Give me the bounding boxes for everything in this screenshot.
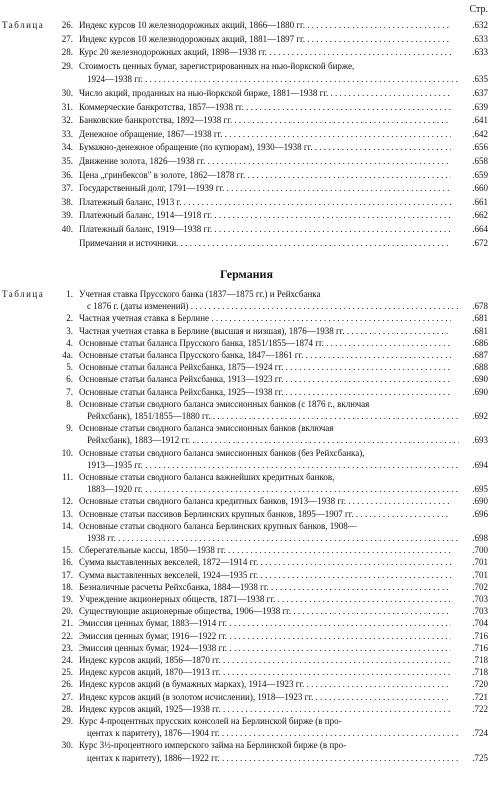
toc-entry [0, 582, 493, 594]
entry-title: Платежный баланс, 1919—1938 гг. . . . [79, 224, 451, 235]
entry-page: .716 [472, 630, 488, 641]
entry-title: Курс 20 железнодорожных акций, 1898—1938 гг. . . . [79, 47, 451, 58]
entry-page: .664 [472, 224, 488, 234]
entry-number: 40. [61, 224, 73, 234]
entry-page: .656 [472, 142, 488, 153]
toc-entry [0, 704, 493, 716]
entry-title: Основные статьи баланса Рейхсбанка, 1913—1923 гг. . . . [79, 374, 451, 385]
toc-entry [0, 557, 493, 569]
entry-title: Сумма выставленных векселей, 1924—1935 гг. . . . [79, 570, 451, 581]
toc-entry [0, 156, 493, 170]
entry-title: Рейхсбанк), 1883—1912 гг. . . . [87, 435, 459, 446]
toc-entry [0, 289, 493, 313]
entry-number: 30. [61, 88, 73, 98]
toc-entry [0, 496, 493, 508]
entry-number: 20. [61, 606, 73, 617]
entry-number: 28. [61, 703, 73, 714]
toc-entry [0, 197, 493, 211]
entry-page: .722 [472, 703, 488, 714]
entry-title: Безналичные расчеты Рейхсбанка, 1884—1938 гг. . . . [79, 582, 451, 593]
entry-number: 17. [61, 569, 73, 580]
entry-page: .701 [472, 569, 488, 580]
toc-entry [0, 606, 493, 618]
entry-number: 26. [61, 20, 73, 30]
entry-number: 19. [61, 594, 73, 604]
toc-entry [0, 326, 493, 338]
entry-title: Платежный баланс, 1914—1918 гг. . . . [79, 210, 451, 221]
entry-title: Индекс курсов акций, 1925—1938 гг. . . . [79, 704, 451, 715]
toc-entry [0, 224, 493, 238]
table-label-section1: Таблица [2, 20, 45, 30]
entry-title: Сумма выставленных векселей, 1872—1914 гг. . . . [79, 557, 451, 568]
entry-title: Учреждение акционерных обществ, 1871—1938 гг. . . . [79, 594, 451, 605]
entry-number: 35. [61, 156, 73, 166]
entry-page: .700 [472, 545, 488, 556]
entry-number: 3. [66, 325, 73, 336]
entry-title: Основные статьи сводного баланса эмиссионных банков (без Рейхсбанка), [79, 447, 365, 458]
toc-entry [0, 350, 493, 362]
entry-title: Индекс курсов 10 железнодорожных акций, 1881—1897 гг. . . . [79, 34, 451, 45]
entry-title: Индекс курсов акций, 1856—1870 гг. . . . [79, 655, 451, 666]
entry-title: Основные статьи сводного баланса эмиссионных банков (включая [79, 423, 334, 434]
entry-number: 24. [61, 655, 73, 665]
toc-entry [0, 692, 493, 704]
entry-title: Основные статьи сводного баланса кредитных банков, 1913—1938 гг. . . . [79, 496, 451, 507]
entry-page: .698 [472, 532, 488, 543]
entry-title: Основные статьи баланса Рейхсбанка, 1925—1938 гг. . . . [79, 387, 451, 398]
entry-page: .701 [472, 557, 488, 568]
toc-entry [0, 238, 493, 252]
toc-entry [0, 102, 493, 116]
toc-entry [0, 313, 493, 325]
entry-page: .642 [472, 128, 488, 139]
entry-number: 34. [61, 142, 73, 153]
entry-page: .639 [472, 101, 488, 112]
entry-page: .681 [472, 325, 488, 336]
entry-number: 26. [61, 679, 73, 690]
toc-entry [0, 643, 493, 655]
entry-page: .678 [472, 301, 488, 312]
entry-title: Частная учетная ставка в Берлине . . . [79, 313, 451, 324]
entry-title: Курс 3½-процентного имперского займа на Берлинской бирже (в про- [79, 740, 347, 751]
entry-number: 27. [61, 691, 73, 702]
entry-title: Основные статьи баланса Прусского банка, 1847—1861 гг. . . . [79, 350, 451, 361]
entry-page: .660 [472, 183, 488, 194]
entry-title: центах к паритету), 1876—1904 гг. . . . [87, 728, 459, 739]
entry-title: Денежное обращение, 1867—1938 гг. . . . [79, 129, 451, 140]
entry-page: .692 [472, 410, 488, 421]
entry-title: Индекс курсов акций, 1870—1913 гг. . . . [79, 667, 451, 678]
toc-entry [0, 509, 493, 521]
entry-number: 7. [66, 386, 73, 397]
entry-number: 15. [61, 545, 73, 556]
entry-number: 9. [66, 423, 73, 434]
entry-page: .633 [472, 33, 488, 44]
entry-page: .690 [472, 386, 488, 397]
entry-page: .724 [472, 728, 488, 739]
entry-number: 29. [61, 716, 73, 726]
entry-title: Основные статьи сводного баланса Берлинских крупных банков, 1908— [79, 520, 357, 531]
entry-title: Индекс курсов акций (в бумажных марках), 1914—1923 гг. . . . [79, 679, 451, 690]
entry-title: Основные статьи пассивов Берлинских крупных банков, 1895—1907 гг. . . . [79, 509, 451, 520]
entry-title: с 1876 г. (даты изменений) . . . [87, 301, 459, 312]
entry-page: .635 [472, 74, 488, 85]
entry-page: .637 [472, 88, 488, 98]
entry-number: 6. [66, 374, 73, 385]
entry-page: .694 [472, 459, 488, 470]
entry-number: 36. [61, 169, 73, 180]
entry-page: .633 [472, 47, 488, 58]
toc-entry [0, 142, 493, 156]
entry-title: Рейхсбанк), 1851/1855—1880 гг. . . . [87, 411, 459, 422]
section-heading-germany: Германия [220, 267, 273, 281]
entry-page: .688 [472, 362, 488, 373]
entry-title: Основные статьи баланса Рейхсбанка, 1875—1924 гг. . . . [79, 362, 451, 373]
toc-entry [0, 472, 493, 496]
entry-number: 27. [61, 33, 73, 44]
entry-page: .721 [472, 691, 488, 702]
toc-entry [0, 183, 493, 197]
entry-number: 1. [66, 289, 73, 299]
entry-number: 12. [61, 496, 73, 507]
toc-entry [0, 448, 493, 472]
entry-title: 1913—1935 гг. . . . [87, 460, 459, 471]
toc-entry [0, 521, 493, 545]
entry-page: .702 [472, 581, 488, 592]
entry-page: .716 [472, 642, 488, 653]
entry-title: Курс 4-процентных прусских консолей на Берлинской бирже (в про- [79, 716, 342, 726]
entry-number: 22. [61, 630, 73, 641]
toc-entry [0, 47, 493, 61]
entry-number: 2. [66, 313, 73, 324]
toc-entry [0, 667, 493, 679]
entry-number: 38. [61, 196, 73, 207]
toc-entry [0, 679, 493, 691]
entry-page: .693 [472, 435, 488, 446]
toc-entry [0, 170, 493, 184]
toc-entry [0, 423, 493, 447]
entry-number: 14. [61, 520, 73, 531]
entry-title: Движение золота, 1826—1938 гг. . . . [79, 156, 451, 167]
entry-page: .632 [472, 20, 488, 30]
entry-title: Число акций, проданных на нью-йоркской бирже, 1881—1938 гг. . . . [79, 88, 451, 99]
entry-number: 10. [61, 447, 73, 458]
toc-entry [0, 618, 493, 630]
entry-page: .703 [472, 594, 488, 604]
entry-title: 1924—1938 гг. . . . [87, 74, 459, 85]
toc-entry [0, 631, 493, 643]
toc-entry [0, 88, 493, 102]
entry-number: 16. [61, 557, 73, 568]
entry-number: 8. [66, 398, 73, 409]
entry-page: .659 [472, 169, 488, 180]
entry-page: .641 [472, 115, 488, 126]
entry-page: .690 [472, 374, 488, 385]
entry-number: 4. [66, 337, 73, 348]
entry-page: .690 [472, 496, 488, 507]
entry-title: Цена „гринбексов" в золоте, 1862—1878 гг. . . . [79, 170, 451, 181]
entry-number: 39. [61, 210, 73, 221]
entry-title: Эмиссия ценных бумаг, 1916—1922 гг. . . . [79, 631, 451, 642]
toc-entry [0, 740, 493, 764]
entry-page: .681 [472, 313, 488, 324]
entry-number: 31. [61, 101, 73, 112]
entry-number: 23. [61, 642, 73, 653]
toc-entry [0, 20, 493, 34]
toc-entry [0, 374, 493, 386]
toc-entry [0, 115, 493, 129]
entry-title: 1883—1920 гг. . . . [87, 484, 459, 495]
entry-number: 32. [61, 115, 73, 126]
entry-title: Существующие акционерные общества, 1906—1938 гг. . . . [79, 606, 451, 617]
toc-entry [0, 34, 493, 48]
entry-title: Коммерческие банкротства, 1857—1938 гг. . . . [79, 102, 451, 113]
entry-title: Частная учетная ставка в Берлине (высшая и низшая), 1876—1938 гг. . . . [79, 326, 451, 337]
toc-entry [0, 545, 493, 557]
entry-page: .662 [472, 210, 488, 221]
entry-number: 28. [61, 47, 73, 58]
entry-page: .672 [472, 237, 488, 248]
entry-title: Основные статьи сводного баланса эмиссионных банков (с 1876 г., включая [79, 398, 370, 409]
entry-page: .718 [472, 655, 488, 665]
toc-entry [0, 716, 493, 740]
entry-page: .658 [472, 156, 488, 166]
entry-title: Государственный долг, 1791—1939 гг. . . . [79, 183, 451, 194]
table-label-section2: Таблица [2, 289, 45, 299]
toc-entry [0, 655, 493, 667]
entry-number: 29. [61, 60, 73, 71]
entry-title: центах к паритету), 1886—1922 гг. . . . [87, 753, 459, 764]
entry-number: 21. [61, 618, 73, 629]
entry-title: Сберегательные кассы, 1850—1938 гг. . . . [79, 545, 451, 556]
entry-title: Банковские банкротства, 1892—1938 гг. . . . [79, 115, 451, 126]
toc-entry [0, 61, 493, 88]
entry-title: Примечания и источники. . . . [79, 238, 451, 249]
entry-title: Платежный баланс, 1913 г. . . . [79, 197, 451, 208]
page-column-header: Стр. [469, 4, 488, 15]
entry-title: Индекс курсов акций (в золотом исчислении), 1918—1923 гг. . . . [79, 692, 451, 703]
entry-page: .720 [472, 679, 488, 690]
entry-title: Стоимость ценных бумаг, зарегистрированных на нью-йоркской бирже, [79, 60, 355, 71]
entry-page: .725 [472, 752, 488, 763]
entry-title: Эмиссия ценных бумаг, 1883—1914 гг. . . . [79, 618, 451, 629]
toc-entry [0, 210, 493, 224]
entry-page: .703 [472, 606, 488, 617]
entry-number: 33. [61, 128, 73, 139]
entry-title: Основные статьи сводного баланса важнейших кредитных банков, [79, 472, 335, 482]
entry-number: 11. [62, 472, 73, 482]
entry-page: .695 [472, 484, 488, 495]
entry-title: Эмиссия ценных бумаг, 1924—1938 гг. . . . [79, 643, 451, 654]
toc-entry [0, 338, 493, 350]
entry-page: .696 [472, 508, 488, 519]
entry-page: .661 [472, 196, 488, 207]
toc-entry [0, 129, 493, 143]
entry-title: Индекс курсов 10 железнодорожных акций, 1866—1880 гг. . . . [79, 20, 451, 31]
toc-entry [0, 362, 493, 374]
toc-entry [0, 399, 493, 423]
toc-entry [0, 387, 493, 399]
entry-title: Основные статьи баланса Прусского банка, 1851/1855—1874 гг. . . . [79, 338, 451, 349]
entry-title: 1938 гг. . . . [87, 533, 459, 544]
entry-number: 4а. [62, 350, 73, 360]
entry-number: 5. [66, 362, 73, 373]
entry-number: 30. [61, 740, 73, 751]
entry-page: .704 [472, 618, 488, 629]
entry-page: .718 [472, 667, 488, 678]
entry-page: .686 [472, 337, 488, 348]
toc-entry [0, 594, 493, 606]
entry-number: 18. [61, 581, 73, 592]
entry-number: 25. [61, 667, 73, 678]
entry-number: 13. [61, 508, 73, 519]
toc-entry [0, 570, 493, 582]
entry-page: .687 [472, 350, 488, 360]
entry-number: 37. [61, 183, 73, 194]
entry-title: Бумажно-денежное обращение (по купюрам), 1930—1938 гг. . . . [79, 142, 451, 153]
entry-title: Учетная ставка Прусского банка (1837—1875 гг.) и Рейхсбанка [79, 289, 321, 299]
